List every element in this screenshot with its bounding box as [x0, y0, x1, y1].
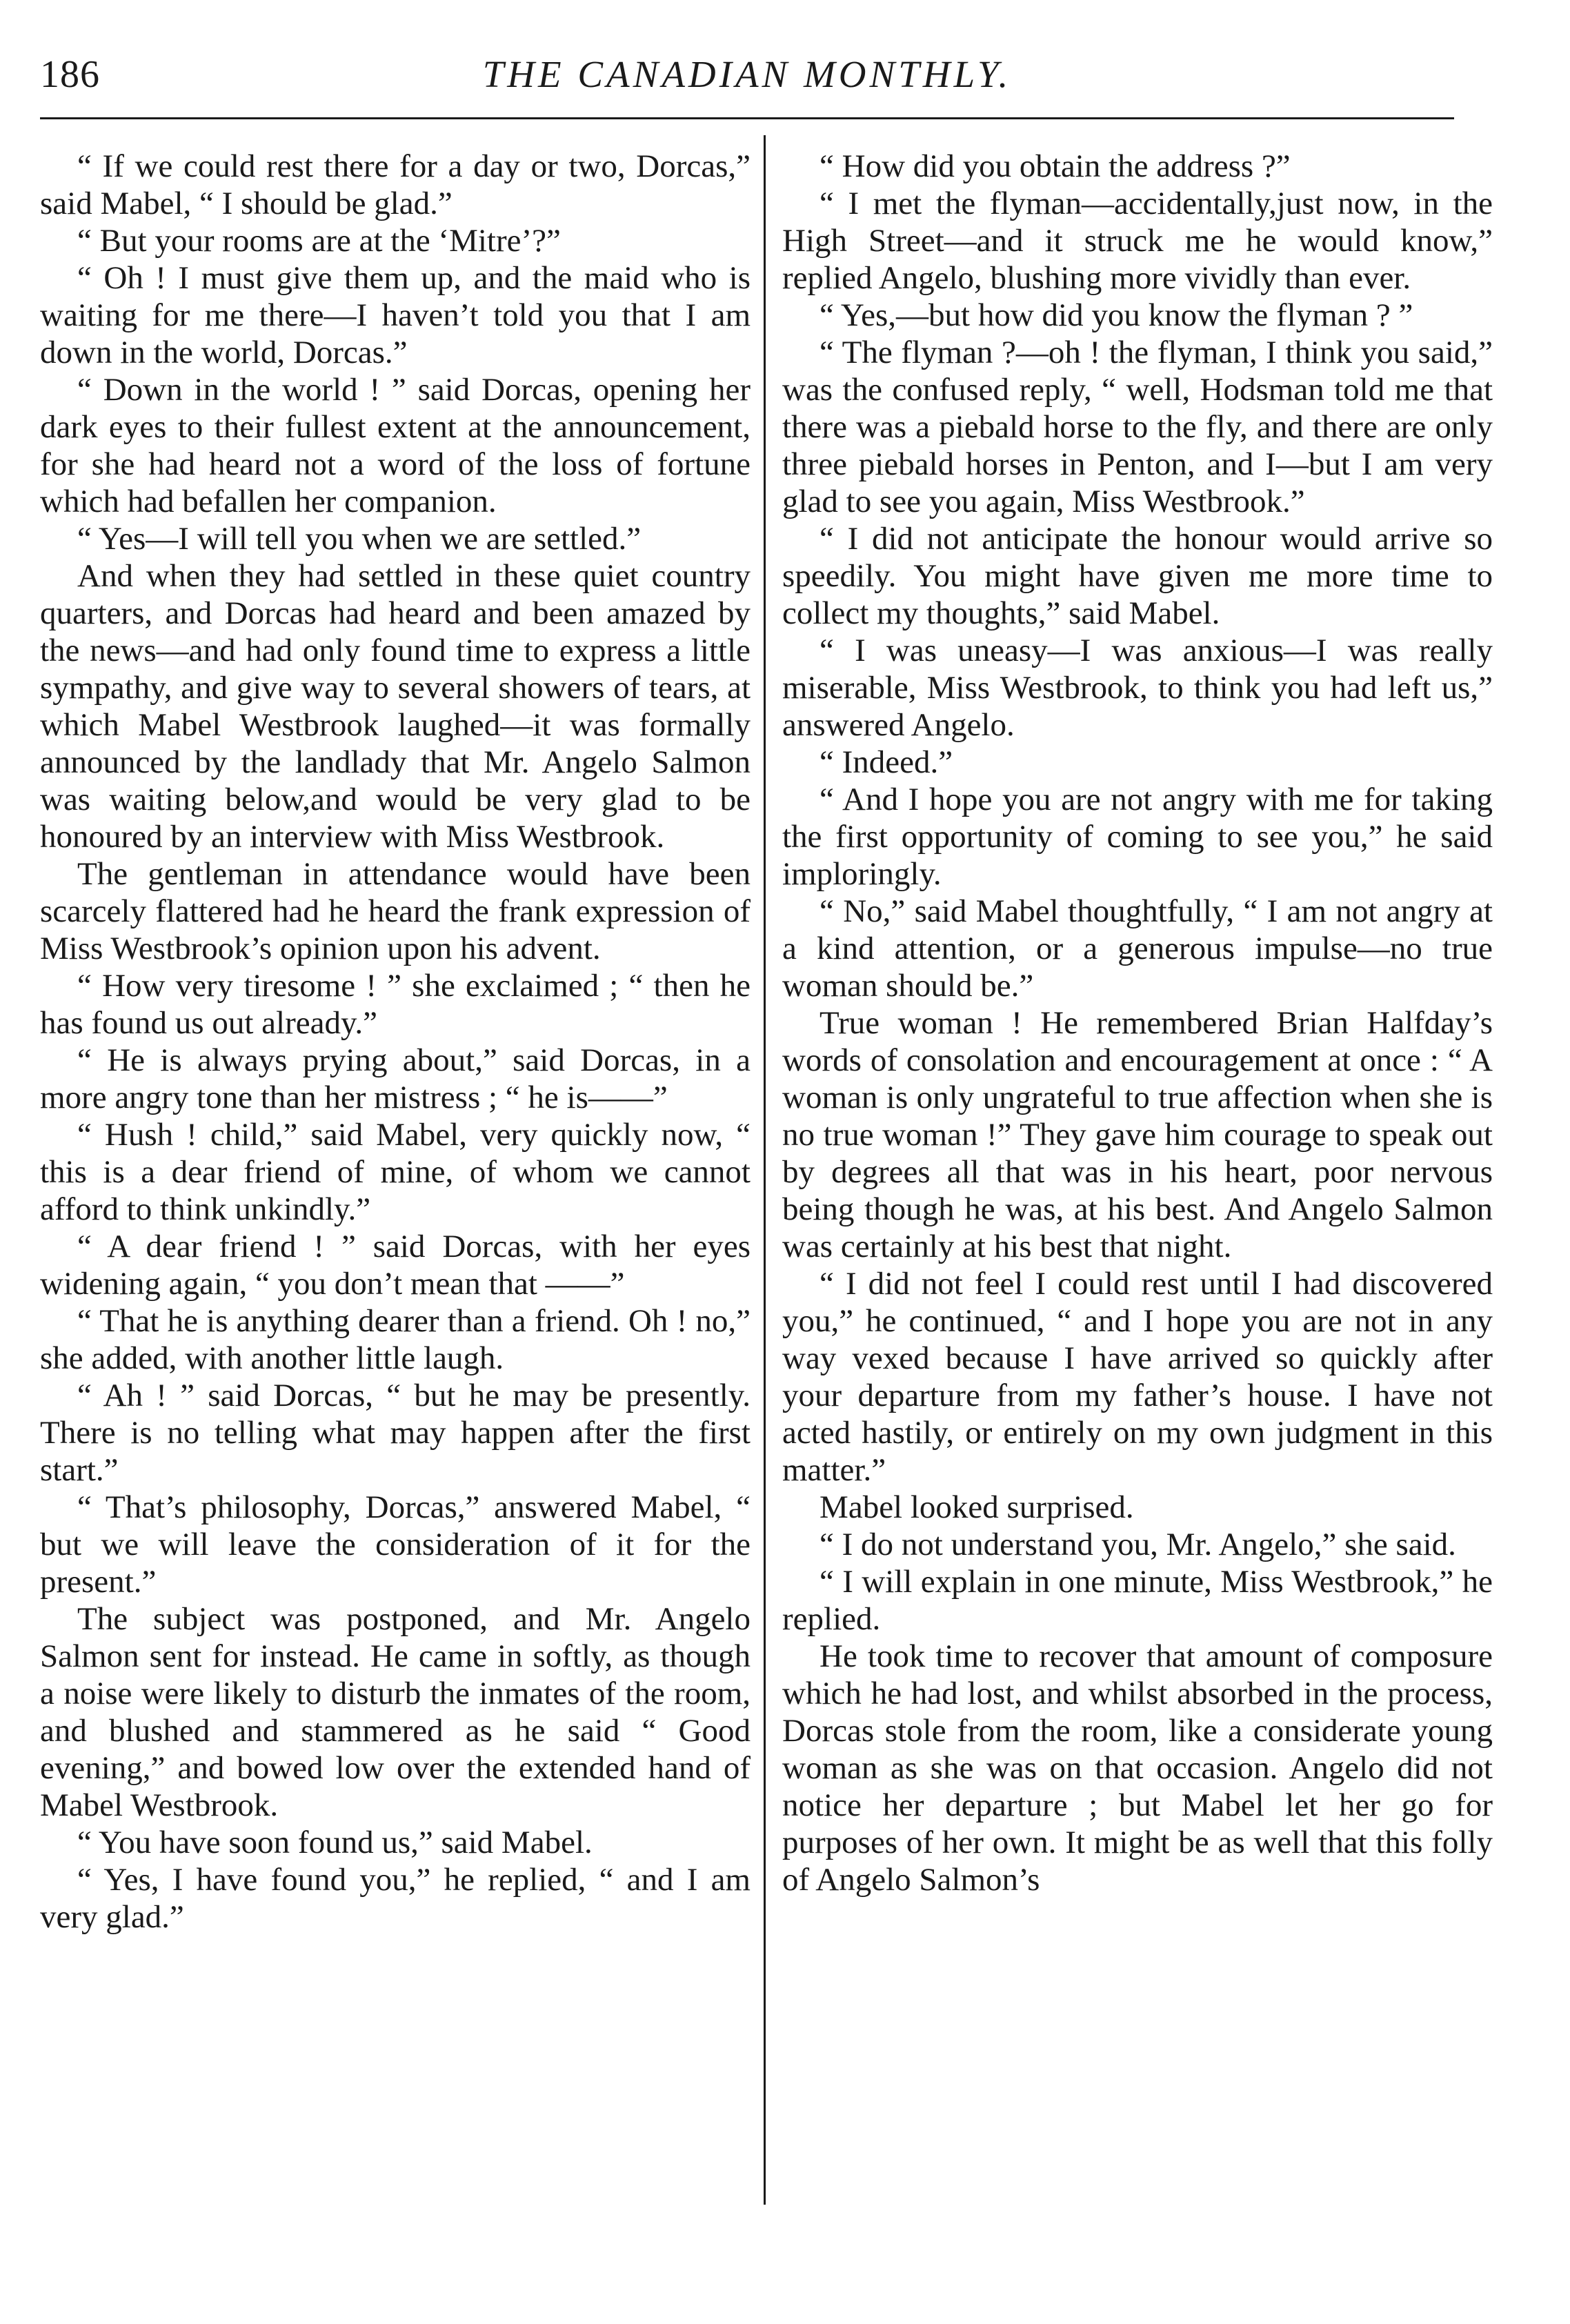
paragraph: “ I did not anticipate the honour would arrive so speedily. You might have given me more time to collect my thoughts,” said Mabel. [782, 521, 1493, 631]
page-header [40, 48, 1454, 110]
running-title: THE CANADIAN MONTHLY. [482, 53, 1012, 95]
paragraph: “ The flyman ?—oh ! the flyman, I think you said,” was the confused reply, “ well, Hodsman told me that there was a piebald horse to the fly, and there are only three piebald horses in Penton, and I—but I am very glad to see you again, Miss Westbrook.” [782, 335, 1493, 519]
paragraph: “ That he is anything dearer than a friend. Oh ! no,” she added, with another little laugh. [40, 1303, 751, 1376]
column-divider [764, 135, 766, 2205]
paragraph: “ But your rooms are at the ‘Mitre’?” [77, 223, 561, 259]
paragraph: “ If we could rest there for a day or two, Dorcas,” said Mabel, “ I should be glad.” [40, 148, 751, 221]
paragraph: “ I will explain in one minute, Miss Westbrook,” he replied. [782, 1564, 1493, 1637]
paragraph: “ And I hope you are not angry with me for taking the first opportunity of coming to see you,” he said imploringly. [782, 782, 1493, 892]
right-column [782, 148, 1493, 1898]
paragraph: The gentleman in attendance would have been scarcely flattered had he heard the frank expression of Miss Westbrook’s opinion upon his advent. [40, 856, 751, 966]
paragraph: Mabel looked surprised. [819, 1489, 1134, 1525]
paragraph: “ I do not understand you, Mr. Angelo,” she said. [819, 1527, 1456, 1562]
paragraph: True woman ! He remembered Brian Halfday’s words of consolation and encouragement at once : “ A woman is only ungrateful to true affection when she is no true woman !” They gave him courage to speak out by degrees all that was in his heart, poor nervous being though he was, at his best. And Angelo Salmon was certainly at his best that night. [782, 1005, 1493, 1264]
paragraph: And when they had settled in these quiet country quarters, and Dorcas had heard and been amazed by the news—and had only found time to express a little sympathy, and give way to several showers of tears, at which Mabel Westbrook laughed—it was formally announced by the landlady that Mr. Angelo Salmon was waiting below,and would be very glad to be honoured by an interview with Miss Westbrook. [40, 558, 751, 855]
paragraph: “ That’s philosophy, Dorcas,” answered Mabel, “ but we will leave the consideration of it for the present.” [40, 1489, 751, 1600]
page-number: 186 [40, 53, 100, 96]
paragraph: “ You have soon found us,” said Mabel. [77, 1825, 593, 1860]
paragraph: “ How did you obtain the address ?” [819, 148, 1291, 184]
paragraph: “ I met the flyman—accidentally,just now, in the High Street—and it struck me he would know,” replied Angelo, blushing more vividly than ever. [782, 186, 1493, 296]
paragraph: “ I did not feel I could rest until I had discovered you,” he continued, “ and I hope you are not in any way vexed because I have arrived so quickly after your departure from my father’s house. I have not acted hastily, or entirely on my own judgment in this matter.” [782, 1266, 1493, 1488]
header-rule [40, 117, 1454, 119]
paragraph: “ A dear friend ! ” said Dorcas, with her eyes widening again, “ you don’t mean that ——” [40, 1229, 751, 1302]
paragraph: “ Yes—I will tell you when we are settled.” [77, 521, 642, 557]
paragraph: “ Yes,—but how did you know the flyman ? ” [819, 297, 1413, 333]
paragraph: “ Down in the world ! ” said Dorcas, opening her dark eyes to their fullest extent at the announcement, for she had heard not a word of the loss of fortune which had befallen her companion. [40, 372, 751, 519]
paragraph: “ Oh ! I must give them up, and the maid who is waiting for me there—I haven’t told you that I am down in the world, Dorcas.” [40, 260, 751, 370]
paragraph: “ Hush ! child,” said Mabel, very quickly now, “ this is a dear friend of mine, of whom we cannot afford to think unkindly.” [40, 1117, 751, 1227]
paragraph: “ No,” said Mabel thoughtfully, “ I am not angry at a kind attention, or a generous impulse—no true woman should be.” [782, 893, 1493, 1004]
paragraph: “ How very tiresome ! ” she exclaimed ; “ then he has found us out already.” [40, 968, 751, 1041]
paragraph: “ Ah ! ” said Dorcas, “ but he may be presently. There is no telling what may happen after the first start.” [40, 1378, 751, 1488]
paragraph: The subject was postponed, and Mr. Angelo Salmon sent for instead. He came in softly, as though a noise were likely to disturb the inmates of the room, and blushed and stammered as he said “ Good evening,” and bowed low over the extended hand of Mabel Westbrook. [40, 1601, 751, 1823]
paragraph: “ He is always prying about,” said Dorcas, in a more angry tone than her mistress ; “ he is——” [40, 1042, 751, 1115]
left-column [40, 148, 751, 1936]
paragraph: He took time to recover that amount of composure which he had lost, and whilst absorbed in the process, Dorcas stole from the room, like a considerate young woman as she was on that occasion. Angelo did not notice her departure ; but Mabel let her go for purposes of her own. It might be as well that this folly of Angelo Salmon’s [782, 1638, 1493, 1898]
paragraph: “ Indeed.” [819, 744, 953, 780]
paragraph: “ Yes, I have found you,” he replied, “ and I am very glad.” [40, 1862, 751, 1935]
paragraph: “ I was uneasy—I was anxious—I was really miserable, Miss Westbrook, to think you had left us,” answered Angelo. [782, 633, 1493, 743]
